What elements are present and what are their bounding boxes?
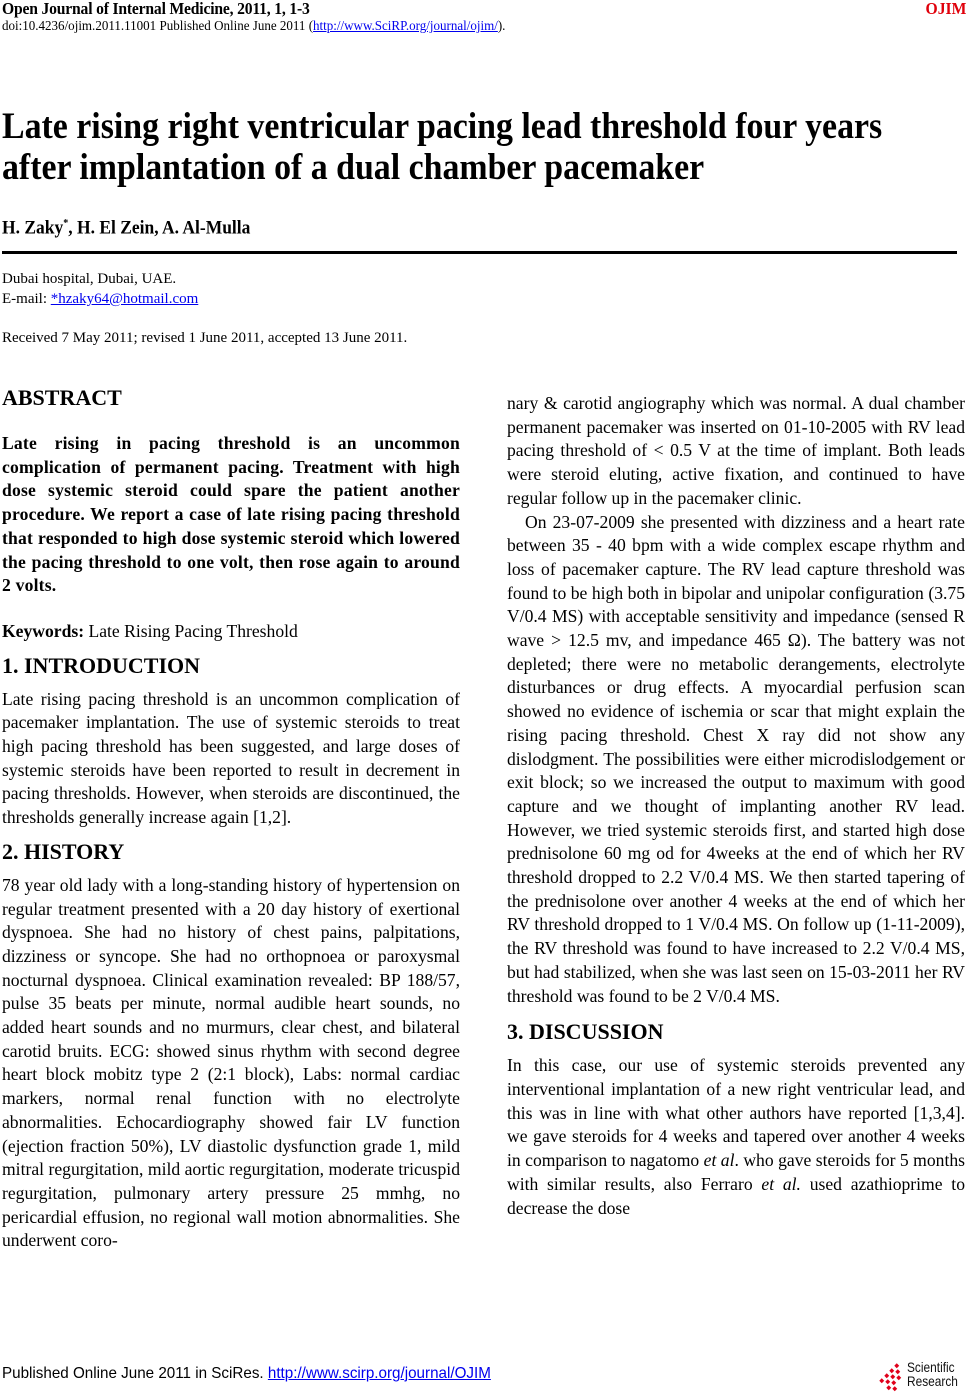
email-link[interactable]: *hzaky64@hotmail.com [50, 291, 199, 307]
diamond-dots-icon [877, 1360, 907, 1394]
intro-body: Late rising pacing threshold is an uncommon complication of pacemaker implantation. The use of systemic steroids to treat high pacing threshold has been suggested, and large doses of systemic steroids have been reported to result in decrement in pacing thresholds. However, when steroids are discontinued, the thresholds generally increase again [1,2]. [2, 688, 460, 828]
doi-suffix: ). [497, 19, 506, 34]
intro-heading: 1. INTRODUCTION [2, 652, 201, 678]
author-rest: , H. El Zein, A. Al-Mulla [68, 217, 251, 239]
footer-journal-link[interactable]: http://www.scirp.org/journal/OJIM [267, 1365, 491, 1382]
discussion-heading: 3. DISCUSSION [507, 1019, 664, 1045]
discussion-text-b: . who gave steroids for 5 months with similar results, also Ferraro [507, 1150, 965, 1194]
author-list [2, 217, 250, 239]
footer-label: Published Online June 2011 in SciRes. [2, 1365, 268, 1382]
footer-published [2, 1365, 491, 1383]
corresponding-mark: * [63, 217, 69, 229]
keywords-value: Late Rising Pacing Threshold [84, 620, 298, 641]
scientific-research-logo [877, 1360, 969, 1394]
doi-line [2, 19, 505, 35]
abstract-body: Late rising in pacing threshold is an uncommon complication of permanent pacing. Treatment with high dose systemic steroid could spare the patient another procedure. We report a case of late rising pacing threshold that responded to high dose systemic steroid which lowered the pacing threshold to one volt, then rose again to around 2 volts. [2, 433, 460, 596]
affiliation [2, 269, 198, 309]
journal-url-link[interactable]: http://www.SciRP.org/journal/ojim/ [313, 19, 498, 34]
doi-text: doi:10.4236/ojim.2011.11001 Published Online June 2011 ( [2, 19, 314, 34]
journal-abbrev: OJIM [925, 0, 966, 18]
discussion-text-a: In this case, our use of systemic steroids prevented any interventional implantation of a new right ventricular lead, and this was in line with what other authors have reported [1,3,4]. we gave steroids for 4 weeks and tapered over another 4 weeks in comparison to nagatomo [507, 1055, 965, 1171]
logo-text [907, 1360, 958, 1388]
paper-title: Late rising right ventricular pacing lead threshold four years after implantation of a dual chamber pacemaker [2, 106, 883, 188]
history-body-continued: nary & carotid angiography which was normal. A dual chamber permanent pacemaker was inserted on 01-10-2005 with RV lead pacing threshold of < 0.5 V at the time of implant. Both leads were steroid eluting, active fixation, and continued to have regular follow up in the pacemaker clinic. [507, 393, 965, 508]
keywords-label: Keywords: [2, 620, 85, 641]
title-divider [2, 251, 957, 254]
left-column [2, 384, 460, 1253]
received-dates: Received 7 May 2011; revised 1 June 2011, accepted 13 June 2011. [2, 330, 408, 346]
author-first: H. Zaky [2, 217, 64, 239]
email-line [2, 289, 198, 309]
logo-line-2: Research [907, 1373, 958, 1389]
discussion-body [507, 1054, 965, 1220]
email-label: E-mail: [2, 291, 51, 307]
institution: Dubai hospital, Dubai, UAE. [2, 271, 177, 287]
et-al-2: et al. [761, 1173, 801, 1194]
keywords [2, 620, 460, 644]
right-column [507, 392, 965, 1220]
history-body: 78 year old lady with a long-standing history of hypertension on regular treatment presented with a 20 day history of exertional dyspnoea. She had no history of chest pains, palpitations, dizziness or syncope. She had no orthopnoea or paroxysmal nocturnal dyspnoea. Clinical examination revealed: BP 188/57, pulse 35 beats per minute, normal audible heart sounds, no added heart sounds and no murmurs, clear chest, and bilateral carotid bruits. ECG: showed sinus rhythm with second degree heart block mobitz type 2 (2:1 block), Labs: normal cardiac markers, normal renal function with no electrolyte abnormalities. Echocardiography showed fair LV function (ejection fraction 50%), LV diastolic dysfunction grade 1, mild mitral regurgitation, mild aortic regurgitation, moderate tricuspid regurgitation, pulmonary artery pressure 25 mmhg, no pericardial effusion, no regional wall motion abnormalities. She underwent coro- [2, 874, 460, 1251]
discussion-text-c: used azathioprime to decrease the dose [507, 1173, 965, 1218]
abstract-heading: ABSTRACT [2, 385, 122, 410]
history-paragraph-2: On 23-07-2009 she presented with dizziness and a heart rate between 35 - 40 bpm with a wide complex escape rhythm and loss of pacemaker capture. The RV lead capture threshold was found to be high both in bipolar and unipolar configuration (3.75 V/0.4 MS) with acceptable sensitivity and impedance (sensed R wave > 12.5 mv, and impedance 465 Ω). The battery was not depleted; there were no metabolic derangements, electrolyte disturbances or drug effects. A myocardial perfusion scan showed no evidence of ischemia or scar that might explain the rising pacing threshold. Chest X ray did not show any dislodgment. The possibilities were either microdislodgement or exit block; so we increased the output to maximum with good capture and we thought of implanting another RV lead. However, we tried systemic steroids first, and started high dose prednisolone 60 mg od for 4weeks at the end of which her RV threshold dropped to 2.2 V/0.4 MS. We then started tapering of the prednisolone over another 4 weeks at the end of which her RV threshold dropped to 1 V/0.4 MS. On follow up (1-11-2009), the RV threshold was found to have increased to 2.2 V/0.4 MS, but had stabilized, when she was last seen on 15-03-2011 her RV threshold was found to be 2 V/0.4 MS. [507, 511, 965, 1006]
et-al-1: et al [703, 1150, 735, 1171]
logo-line-1: Scientific [907, 1359, 955, 1375]
journal-name: Open Journal of Internal Medicine, 2011, 1, 1-3 [2, 0, 310, 18]
history-heading: 2. HISTORY [2, 838, 125, 864]
